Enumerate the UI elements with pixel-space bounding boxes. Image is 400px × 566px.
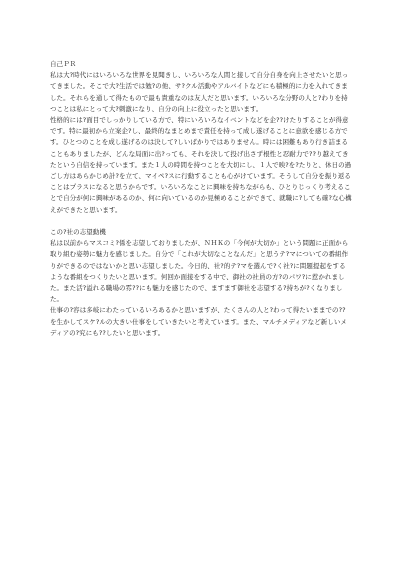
paragraph: 私は以前からマスコミ?係を志望しておりましたが、ＮＨＫの「今何が大切か」という問題に正面から取り組む姿勢に魅力を感じました。自分で「これが大切なことなんだ」と思うテ?マについての番組作りができるのではないかと思い志望しました。今日的、社?的テ?マを選んで?く社?に問題提起をするような番組をつくりたいと思います。何回か面接をする中で、御社の社員の方?のパワ?に惹かれました。また活?溢れる職場の雰??にも魅力を感じたので、ますます御社を志望する?持ちが?くなりました。 <box>50 239 349 304</box>
section-heading: 自己ＰＲ <box>50 60 77 68</box>
document-body <box>50 59 352 339</box>
section-spacer <box>50 216 352 227</box>
self-pr-section <box>50 59 352 216</box>
paragraph: 私は大?時代にはいろいろな世界を見聞きし、いろいろな人間と接して自分自身を向上させたいと思ってきました。そこで大?生活では勉?の他、サ?クル活動やアルバイトなどにも積極的に力を入れてきました。それらを通して得たもので最も貴重なのは友人だと思います。いろいろな分野の人と?わりを持つことは私にとって大?刺激になり、自分の向上に役立ったと思います。 <box>50 71 349 113</box>
paragraph: 性格的には?面目でしっかりしている方で、特にいろいろなイベントなどを企??けたりすることが得意です。特に最初から立案企?し、最終的なまとめまで責任を持って成し遂げることに意欲を感じる方です。ひとつのことを成し遂げるのは決して?しいばかりではありません。時には困難もあり行き詰まることもありましたが、どんな局面に出?っても、それを決して投げ出さず根性と忍耐力で??り越えてきたという自信を持っています。また１人の時間を持つことを大切にし、１人で映?を?たりと、休日の過ごし方はあらかじめ計?を立て、マイペ?スに行動することも心がけています。そうして自分を振り返ることはプラスになると思うからです。いろいろなことに興味を持ちながらも、ひとりじっくり考えることで自分が何に興味があるのか、何に向いているのか見極めることができて、就職に?しても確?な心構えができたと思います。 <box>50 116 352 214</box>
motivation-section <box>50 227 352 339</box>
section-heading: この?社の志望動機 <box>50 228 106 237</box>
paragraph: 仕事の?容は多岐にわたっているいろあるかと思いますが、たくさんの人と?わって得たいままでの??を生かしてスケ?ルの大きい仕事をしていきたいと考えています。また、マルチメディアなど新しいメディアの?究にも??したいと思います。 <box>50 306 347 337</box>
